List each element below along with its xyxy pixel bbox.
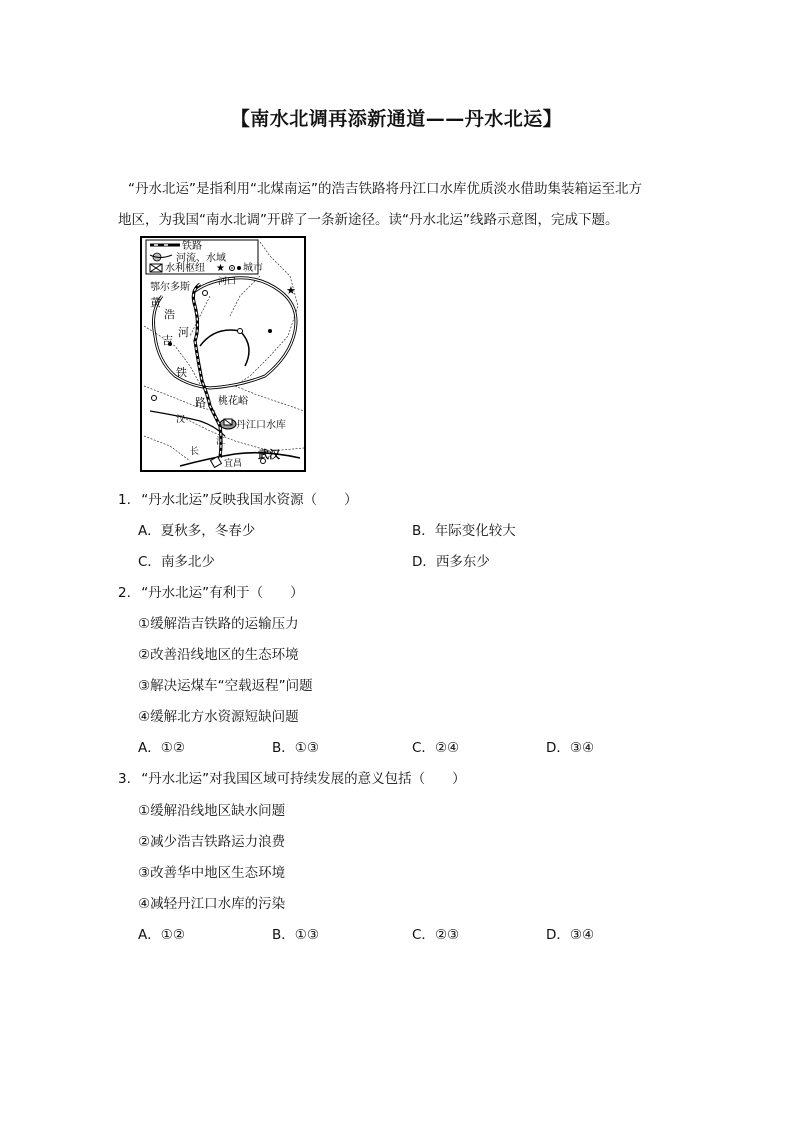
- option-3d[interactable]: [546, 923, 594, 943]
- option-letter: A．: [138, 927, 161, 943]
- label-wuhan: 武汉: [258, 448, 280, 461]
- label-taohuayu: 桃花峪: [218, 396, 248, 407]
- intro-line-1: “丹水北运”是指利用“北煤南运”的浩吉铁路将丹江口水库优质淡水借助集装箱运至北方: [128, 181, 642, 197]
- option-letter: A．: [138, 740, 161, 756]
- option-text: 年际变化较大: [434, 523, 516, 539]
- option-letter: B．: [272, 927, 295, 943]
- option-2b[interactable]: [272, 736, 319, 756]
- label-jiang: 江: [216, 437, 226, 447]
- option-2d[interactable]: [546, 736, 594, 756]
- option-text: ①②: [160, 927, 185, 943]
- label-ji: 吉: [162, 334, 173, 347]
- option-2a[interactable]: [138, 736, 185, 756]
- legend-railway: 铁路: [182, 241, 202, 252]
- option-3c[interactable]: [412, 923, 459, 943]
- question-stem: “丹水北运”反映我国水资源（ ）: [141, 492, 358, 508]
- statement-3-1: ①缓解沿线地区缺水问题: [138, 803, 286, 819]
- question-2: [118, 581, 304, 601]
- option-text: ②④: [434, 740, 460, 756]
- option-letter: D．: [412, 554, 436, 570]
- statement-3-2: ②减少浩吉铁路运力浪费: [138, 834, 286, 850]
- option-2c[interactable]: [412, 736, 459, 756]
- route-map-svg: [140, 236, 310, 474]
- label-chang: 长: [190, 447, 200, 457]
- option-text: ①②: [160, 740, 185, 756]
- svg-text:★: ★: [286, 284, 296, 297]
- hydro-hub-icon: [224, 419, 232, 425]
- option-text: ②③: [434, 927, 460, 943]
- legend-river: 河流、水域: [176, 253, 226, 264]
- svg-text:★: ★: [216, 263, 225, 274]
- option-3b[interactable]: [272, 923, 319, 943]
- statement-3-3: ③改善华中地区生态环境: [138, 865, 286, 881]
- intro-paragraph: [118, 174, 688, 236]
- question-number: 1.: [118, 492, 131, 508]
- label-tie: 铁: [176, 366, 187, 379]
- label-he: 河: [178, 326, 189, 339]
- label-hao: 浩: [164, 308, 175, 321]
- option-text: ③④: [569, 927, 595, 943]
- statement-2-1: ①缓解浩吉铁路的运输压力: [138, 616, 299, 632]
- option-text: ①③: [294, 927, 319, 943]
- hydro-legend-icon: [150, 264, 162, 272]
- option-letter: D．: [546, 927, 570, 943]
- question-stem: “丹水北运”有利于（ ）: [141, 585, 304, 601]
- option-text: 南多北少: [160, 554, 215, 570]
- option-1b[interactable]: [412, 519, 516, 539]
- label-lu: 路: [195, 396, 206, 409]
- question-number: 2.: [118, 585, 131, 601]
- legend-hydro: 水利枢纽: [165, 263, 205, 274]
- option-letter: D．: [546, 740, 570, 756]
- option-text: ①③: [294, 740, 319, 756]
- option-text: ③④: [569, 740, 595, 756]
- question-3: [118, 767, 466, 787]
- intro-line-2: 地区，为我国“南水北调”开辟了一条新途径。读“丹水北运”线路示意图，完成下题。: [118, 212, 619, 228]
- option-1d[interactable]: [412, 550, 490, 570]
- label-huang: 黄: [150, 296, 161, 309]
- option-letter: A．: [138, 523, 161, 539]
- option-1c[interactable]: [138, 550, 215, 570]
- question-stem: “丹水北运”对我国区域可持续发展的意义包括（ ）: [141, 771, 466, 787]
- option-letter: B．: [412, 523, 435, 539]
- label-ordos: 鄂尔多斯: [150, 282, 190, 293]
- legend-city: 城市: [243, 263, 263, 274]
- statement-2-4: ④缓解北方水资源短缺问题: [138, 709, 299, 725]
- option-3a[interactable]: [138, 923, 185, 943]
- label-danjiangkou: 丹江口水库: [236, 420, 286, 431]
- label-yichang: 宜昌: [224, 459, 243, 469]
- label-han: 汉: [176, 415, 186, 425]
- page-title: 【南水北调再添新通道——丹水北运】: [230, 108, 563, 130]
- label-hekou: 河口: [218, 277, 237, 287]
- statement-2-2: ②改善沿线地区的生态环境: [138, 647, 299, 663]
- option-text: 西多东少: [435, 554, 490, 570]
- option-letter: B．: [272, 740, 295, 756]
- statement-2-3: ③解决运煤车“空载返程”问题: [138, 678, 313, 694]
- option-1a[interactable]: [138, 519, 255, 539]
- route-map: [140, 236, 310, 474]
- question-number: 3.: [118, 771, 131, 787]
- statement-3-4: ④减轻丹江口水库的污染: [138, 896, 286, 912]
- option-letter: C．: [412, 927, 435, 943]
- option-letter: C．: [138, 554, 161, 570]
- question-1: [118, 488, 358, 508]
- option-text: 夏秋多，冬春少: [160, 523, 256, 539]
- option-letter: C．: [412, 740, 435, 756]
